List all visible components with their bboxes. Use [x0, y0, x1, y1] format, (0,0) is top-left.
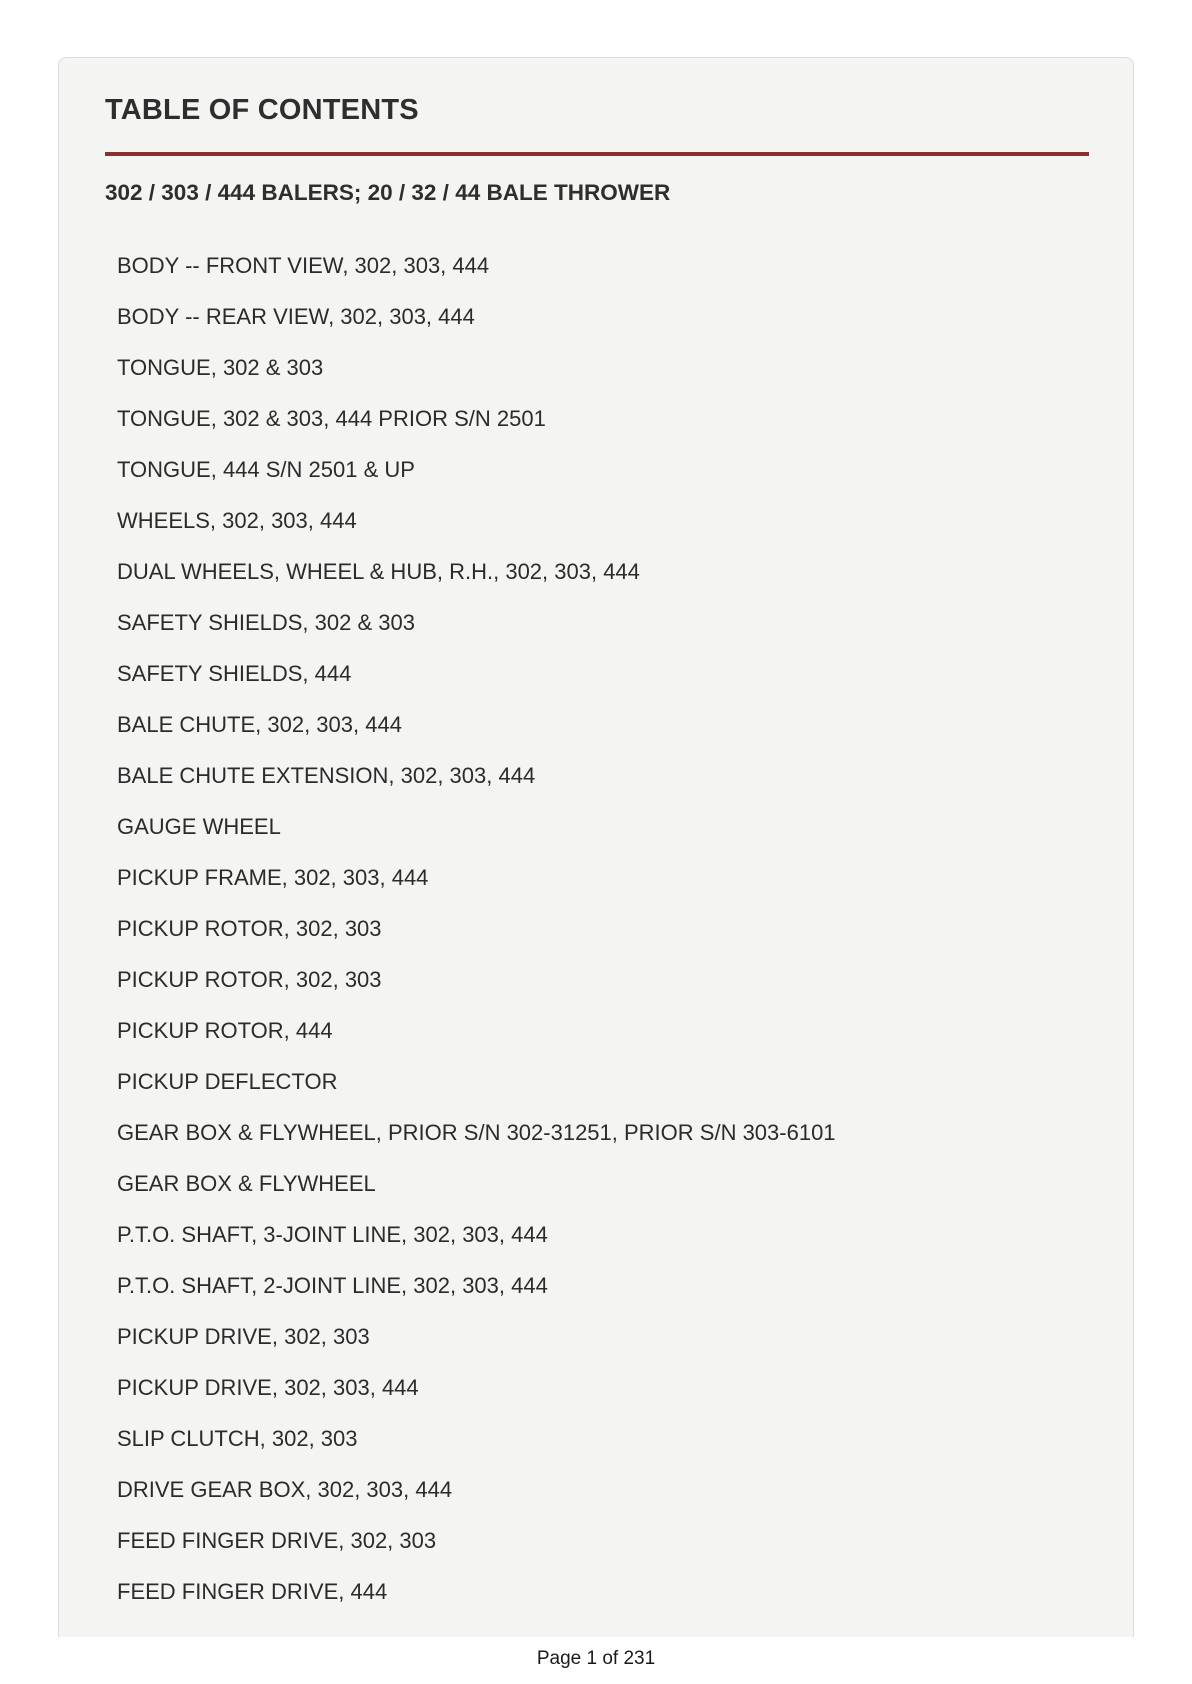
toc-entry[interactable]: FEED FINGER DRIVE, 302, 303	[117, 1528, 437, 1553]
toc-entry[interactable]: WHEELS, 302, 303, 444	[117, 508, 357, 533]
toc-entry[interactable]: PICKUP DEFLECTOR	[117, 1069, 338, 1094]
toc-entry[interactable]: DUAL WHEELS, WHEEL & HUB, R.H., 302, 303, 444	[117, 559, 640, 584]
toc-entry[interactable]: PICKUP DRIVE, 302, 303	[117, 1324, 370, 1349]
toc-entry[interactable]: P.T.O. SHAFT, 2-JOINT LINE, 302, 303, 444	[117, 1273, 548, 1298]
page-number: Page 1 of 231	[536, 1648, 656, 1669]
toc-entry[interactable]: PICKUP ROTOR, 444	[117, 1018, 333, 1043]
toc-entry[interactable]: PICKUP ROTOR, 302, 303	[117, 967, 382, 992]
section-heading: 302 / 303 / 444 BALERS; 20 / 32 / 44 BALE THROWER	[105, 180, 671, 205]
toc-entry[interactable]: P.T.O. SHAFT, 3-JOINT LINE, 302, 303, 444	[117, 1222, 548, 1247]
toc-entry[interactable]: BODY -- FRONT VIEW, 302, 303, 444	[117, 253, 490, 278]
toc-entry[interactable]: TONGUE, 302 & 303, 444 PRIOR S/N 2501	[117, 406, 546, 431]
toc-entry[interactable]: PICKUP FRAME, 302, 303, 444	[117, 865, 429, 890]
toc-entry[interactable]: GEAR BOX & FLYWHEEL	[117, 1171, 376, 1196]
toc-entry[interactable]: PICKUP DRIVE, 302, 303, 444	[117, 1375, 419, 1400]
toc-entry[interactable]: BALE CHUTE EXTENSION, 302, 303, 444	[117, 763, 536, 788]
toc-entry[interactable]: GEAR BOX & FLYWHEEL, PRIOR S/N 302-31251, PRIOR S/N 303-6101	[117, 1120, 836, 1145]
toc-entry[interactable]: SAFETY SHIELDS, 444	[117, 661, 352, 686]
toc-entry[interactable]: TONGUE, 302 & 303	[117, 355, 324, 380]
toc-panel	[58, 57, 1134, 1637]
toc-entry[interactable]: SAFETY SHIELDS, 302 & 303	[117, 610, 415, 635]
toc-entry[interactable]: SLIP CLUTCH, 302, 303	[117, 1426, 358, 1451]
toc-entry[interactable]: BALE CHUTE, 302, 303, 444	[117, 712, 402, 737]
title-divider	[105, 152, 1089, 156]
toc-entry[interactable]: DRIVE GEAR BOX, 302, 303, 444	[117, 1477, 453, 1502]
page-title: TABLE OF CONTENTS	[105, 94, 419, 126]
toc-entry[interactable]: FEED FINGER DRIVE, 444	[117, 1579, 388, 1604]
toc-entry[interactable]: PICKUP ROTOR, 302, 303	[117, 916, 382, 941]
toc-entry[interactable]: GAUGE WHEEL	[117, 814, 281, 839]
toc-entry[interactable]: BODY -- REAR VIEW, 302, 303, 444	[117, 304, 475, 329]
toc-entry-list	[117, 253, 836, 1630]
toc-entry[interactable]: TONGUE, 444 S/N 2501 & UP	[117, 457, 415, 482]
